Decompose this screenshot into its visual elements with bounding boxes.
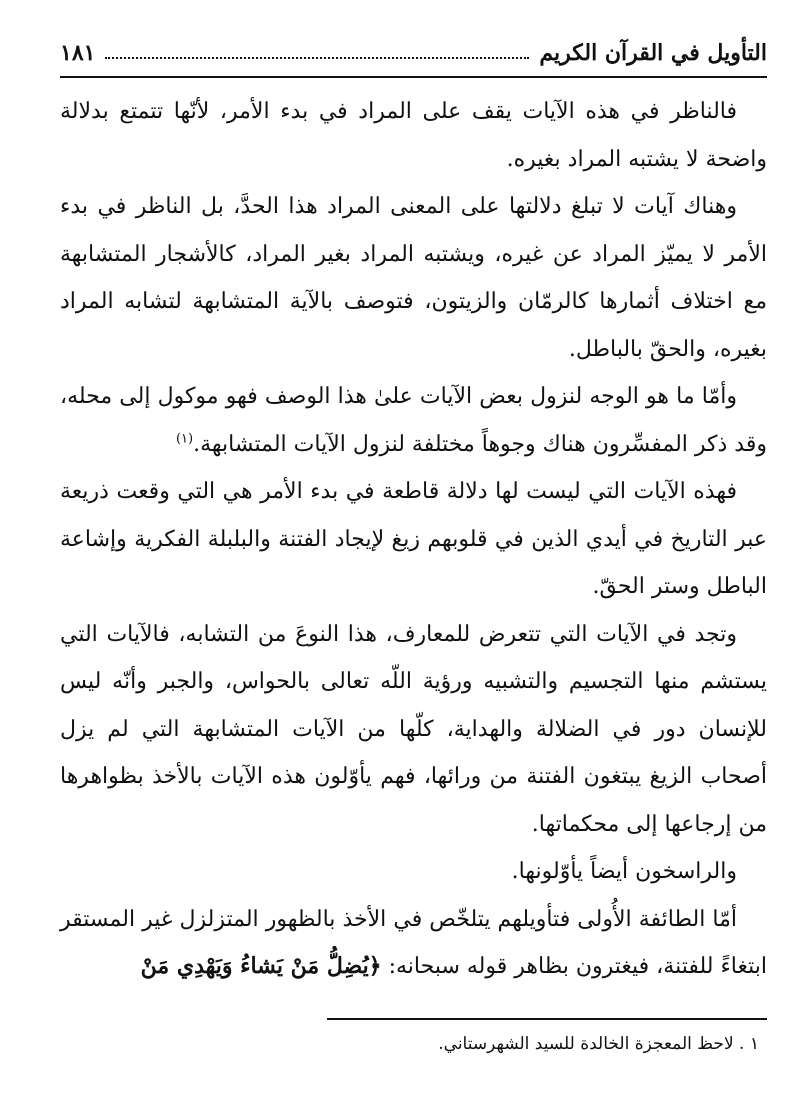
paragraph-5: وتجد في الآيات التي تتعرض للمعارف، هذا النوعَ من التشابه، فالآيات التي يستشم منها التجسيم والتشبيه ورؤية اللّه تعالى بالحواس، والجبر وأنّه ليس للإنسان دور في الضلالة والهداية، كلّها من الآيات المتشابهة التي لم يزل أصحاب الزيغ يبتغون الفتنة من ورائها، فهم يأوّلون هذه الآيات بالأخذ بظواهرها من إرجاعها إلى محكماتها. <box>60 621 767 837</box>
paragraph-7-text: أمّا الطائفة الأُولى فتأويلهم يتلخّص في الأخذ بالظهور المتزلزل غير المستقر ابتغاءً للفتنة، فيغترون بظاهر قوله سبحانه: <box>60 906 767 979</box>
paragraph-3 <box>60 373 767 468</box>
page-body <box>60 88 767 991</box>
paragraph-4: فهذه الآيات التي ليست لها دلالة قاطعة في بدء الأمر هي التي وقعت ذريعة عبر التاريخ في أيدي الذين في قلوبهم زيغ لإيجاد الفتنة والبلبلة الفكرية وإشاعة الباطل وستر الحقّ. <box>60 479 767 599</box>
running-header <box>60 30 767 78</box>
footnote-reference[interactable]: (١) <box>175 431 194 447</box>
paragraph-6: والراسخون أيضاً يأوّلونها. <box>511 859 737 884</box>
paragraph-7 <box>60 896 767 991</box>
paragraph-3-text: وأمّا ما هو الوجه لنزول بعض الآيات علىٰ هذا الوصف فهو موكول إلى محله، وقد ذكر المفسِّرون هناك وجوهاً مختلفة لنزول الآيات المتشابهة. <box>60 384 767 457</box>
page-number: ١٨١ <box>60 40 96 66</box>
running-title: التأويل في القرآن الكريم <box>539 40 767 66</box>
header-leader-dots <box>105 57 529 59</box>
paragraph-2: وهناك آيات لا تبلغ دلالتها على المعنى المراد هذا الحدَّ، بل الناظر في بدء الأمر لا يميّز المراد عن غيره، ويشتبه المراد بغير المراد، كالأشجار المتشابهة مع اختلاف أثمارها كالرمّان والزيتون، فتوصف بالآية المتشابهة لتشابه المراد بغيره، والحقّ بالباطل. <box>60 194 768 362</box>
paragraph-1: فالناظر في هذه الآيات يقف على المراد في بدء الأمر، لأنّها تتمتع بدلالة واضحة لا يشتبه المراد بغيره. <box>60 99 767 172</box>
quran-quote: ﴿يُضِلُّ مَنْ يَشاءُ وَيَهْدِي مَنْ <box>140 953 382 979</box>
footnote-separator <box>327 1018 767 1020</box>
footnote: ١ . لاحظ المعجزة الخالدة للسيد الشهرستاني. <box>438 1034 759 1054</box>
